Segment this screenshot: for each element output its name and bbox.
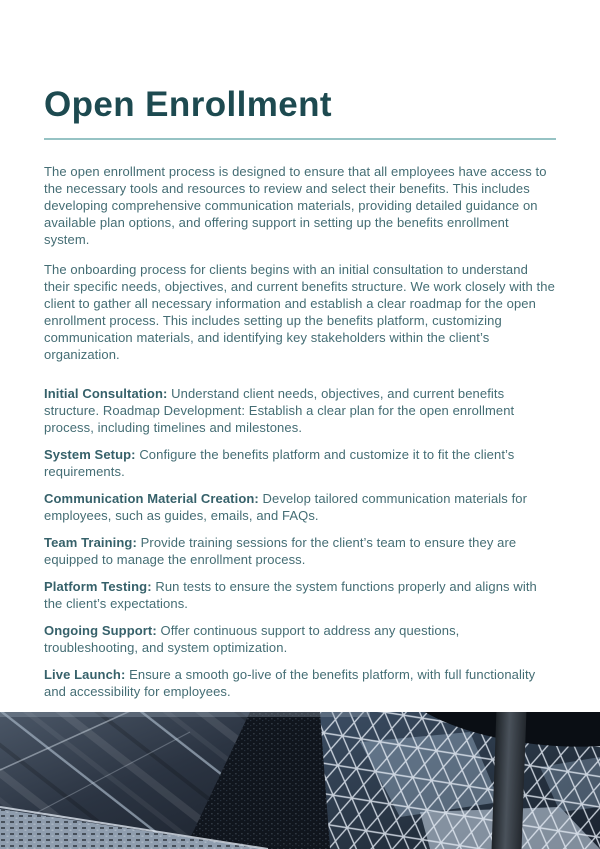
- process-step-initial-consultation: [44, 385, 556, 436]
- process-steps-list: [44, 385, 556, 700]
- right-diagrid-facade: [320, 712, 600, 849]
- step-label: Team Training:: [44, 535, 137, 550]
- step-text: Provide training sessions for the client’s team to ensure they are equipped to manage the enrollment process.: [44, 535, 517, 567]
- process-step-team-training: [44, 534, 556, 568]
- document-content: [0, 86, 600, 700]
- step-label: Ongoing Support:: [44, 623, 157, 638]
- glass-building-photo: [0, 712, 600, 849]
- step-text: Develop tailored communication materials for employees, such as guides, emails, and FAQs.: [44, 491, 528, 523]
- step-text: Understand client needs, objectives, and current benefits structure. Roadmap Development: Establish a clear plan for the open enrollment process, including timelines and milestones.: [44, 386, 515, 435]
- step-text: Run tests to ensure the system functions properly and aligns with the client’s expectations.: [44, 579, 537, 611]
- page-title: Open Enrollment: [44, 85, 332, 124]
- step-text: Offer continuous support to address any questions, troubleshooting, and system optimization.: [44, 623, 460, 655]
- intro-paragraph-1: The open enrollment process is designed to ensure that all employees have access to the necessary tools and resources to review and select their benefits. This includes developing comprehensive communication materials, providing detailed guidance on available plan options, and offering support in setting up the benefits enrollment system.: [44, 164, 547, 247]
- step-text: Configure the benefits platform and customize it to fit the client’s requirements.: [44, 447, 515, 479]
- step-label: Communication Material Creation:: [44, 491, 259, 506]
- step-label: System Setup:: [44, 447, 136, 462]
- step-label: Platform Testing:: [44, 579, 152, 594]
- glass-building-image: [0, 712, 600, 849]
- step-text: Ensure a smooth go-live of the benefits platform, with full functionality and accessibility for employees.: [44, 667, 536, 699]
- process-step-platform-testing: [44, 578, 556, 612]
- photo-top-sheen: [0, 712, 370, 717]
- title-divider: [44, 138, 556, 140]
- process-step-ongoing-support: [44, 622, 556, 656]
- step-label: Live Launch:: [44, 667, 126, 682]
- process-step-communication-material-creation: [44, 490, 556, 524]
- intro-paragraph-2: The onboarding process for clients begins with an initial consultation to understand their specific needs, objectives, and current benefits structure. We work closely with the client to gather all necessary information and establish a clear roadmap for the open enrollment process. This includes setting up the benefits platform, customizing communication materials, and identifying key stakeholders within the client’s organization.: [44, 262, 555, 362]
- process-step-system-setup: [44, 446, 556, 480]
- step-label: Initial Consultation:: [44, 386, 168, 401]
- process-step-live-launch: [44, 666, 556, 700]
- dark-pole: [491, 712, 527, 849]
